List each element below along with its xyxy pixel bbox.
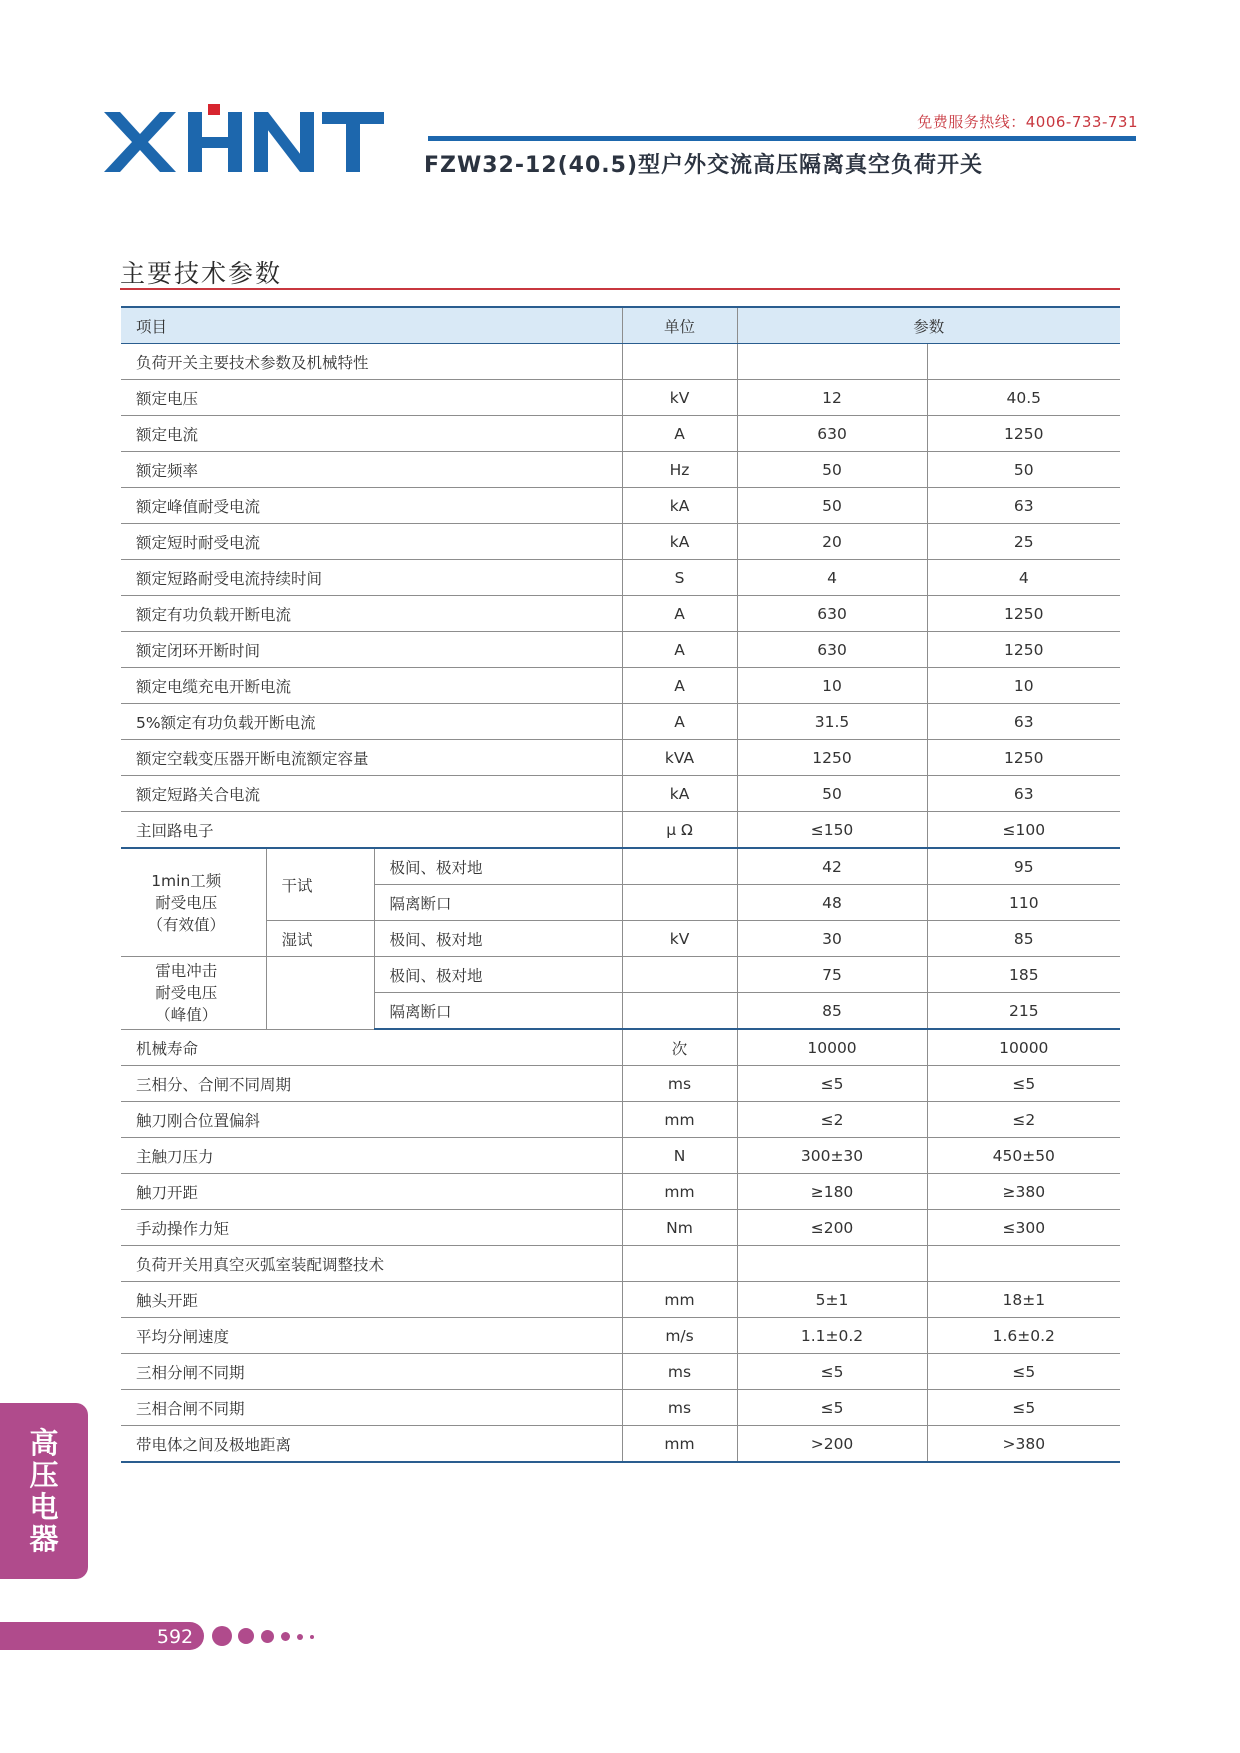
- lightning-impulse-withstand-group: 雷电冲击 耐受电压 （峰值）: [121, 957, 266, 1030]
- item-label: 负荷开关用真空灭弧室装配调整技术: [121, 1246, 622, 1282]
- value-cell: ≤150: [737, 812, 927, 849]
- table-row: [121, 1318, 1120, 1354]
- table-row: [121, 668, 1120, 704]
- value-cell: 1250: [927, 596, 1120, 632]
- unit-cell: [622, 848, 737, 885]
- unit-cell: Hz: [622, 452, 737, 488]
- unit-cell: N: [622, 1138, 737, 1174]
- value-cell: 630: [737, 596, 927, 632]
- table-row: [121, 1426, 1120, 1463]
- unit-cell: mm: [622, 1174, 737, 1210]
- table-row: [121, 1246, 1120, 1282]
- item-label: 负荷开关主要技术参数及机械特性: [121, 344, 622, 380]
- service-hotline: 免费服务热线：4006-733-731: [917, 113, 1138, 131]
- unit-cell: ms: [622, 1354, 737, 1390]
- table-header-row: [121, 307, 1120, 344]
- value-cell: ≥380: [927, 1174, 1120, 1210]
- value-cell: 50: [737, 776, 927, 812]
- value-cell: 1.1±0.2: [737, 1318, 927, 1354]
- item-label: 三相分、合闸不同周期: [121, 1066, 622, 1102]
- item-label: 额定空载变压器开断电流额定容量: [121, 740, 622, 776]
- item-label: 主回路电子: [121, 812, 622, 849]
- value-cell: ≤200: [737, 1210, 927, 1246]
- value-cell: 630: [737, 416, 927, 452]
- value-cell: ≤5: [737, 1354, 927, 1390]
- unit-cell: [622, 993, 737, 1030]
- value-cell: 18±1: [927, 1282, 1120, 1318]
- table-row: [121, 1390, 1120, 1426]
- column-header-params: 参数: [737, 307, 1120, 344]
- value-cell: 4: [927, 560, 1120, 596]
- section-title: 主要技术参数: [120, 259, 283, 288]
- power-frequency-withstand-group: 1min工频 耐受电压 （有效值）: [121, 848, 266, 957]
- value-cell: 185: [927, 957, 1120, 993]
- item-label: 触刀开距: [121, 1174, 622, 1210]
- unit-cell: mm: [622, 1426, 737, 1463]
- value-cell: >200: [737, 1426, 927, 1463]
- table-row: [121, 740, 1120, 776]
- wet-test-label: 湿试: [266, 921, 374, 957]
- table-row: [121, 848, 1120, 885]
- value-cell: 1250: [927, 740, 1120, 776]
- value-cell: 85: [927, 921, 1120, 957]
- value-cell: 63: [927, 488, 1120, 524]
- value-cell: 40.5: [927, 380, 1120, 416]
- value-cell: 110: [927, 885, 1120, 921]
- xhnt-logo: [104, 104, 384, 176]
- item-label: 触刀刚合位置偏斜: [121, 1102, 622, 1138]
- unit-cell: [622, 957, 737, 993]
- item-label: 触头开距: [121, 1282, 622, 1318]
- value-cell: ≤5: [737, 1066, 927, 1102]
- item-label: 5%额定有功负载开断电流: [121, 704, 622, 740]
- table-row: [121, 1282, 1120, 1318]
- value-cell: ≤5: [927, 1390, 1120, 1426]
- value-cell: [737, 344, 927, 380]
- column-header-unit: 单位: [622, 307, 737, 344]
- table-row: [121, 452, 1120, 488]
- value-cell: 300±30: [737, 1138, 927, 1174]
- unit-cell: [622, 885, 737, 921]
- value-cell: 31.5: [737, 704, 927, 740]
- table-row: [121, 1138, 1120, 1174]
- value-cell: 215: [927, 993, 1120, 1030]
- table-row: [121, 776, 1120, 812]
- value-cell: ≤5: [927, 1354, 1120, 1390]
- value-cell: 63: [927, 704, 1120, 740]
- unit-cell: kA: [622, 776, 737, 812]
- value-cell: ≤100: [927, 812, 1120, 849]
- value-cell: 10000: [927, 1029, 1120, 1066]
- page-number: 592: [156, 1626, 194, 1648]
- table-row: [121, 1210, 1120, 1246]
- value-cell: 42: [737, 848, 927, 885]
- unit-cell: kA: [622, 488, 737, 524]
- value-cell: 1250: [927, 416, 1120, 452]
- value-cell: ≥180: [737, 1174, 927, 1210]
- value-cell: ≤2: [927, 1102, 1120, 1138]
- side-tab-char: 压: [29, 1458, 59, 1492]
- value-cell: 75: [737, 957, 927, 993]
- item-label: 额定闭环开断时间: [121, 632, 622, 668]
- table-row: [121, 957, 1120, 993]
- table-row: [121, 921, 1120, 957]
- item-label: 带电体之间及极地距离: [121, 1426, 622, 1463]
- decorative-dot: [212, 1626, 232, 1646]
- decorative-dot: [297, 1634, 303, 1640]
- category-side-tab: [0, 1403, 88, 1579]
- value-cell: 63: [927, 776, 1120, 812]
- table-row: [121, 560, 1120, 596]
- value-cell: 50: [737, 488, 927, 524]
- value-cell: 450±50: [927, 1138, 1120, 1174]
- value-cell: ≤2: [737, 1102, 927, 1138]
- item-label: 额定短路耐受电流持续时间: [121, 560, 622, 596]
- spec-table: [121, 306, 1120, 1463]
- unit-cell: A: [622, 416, 737, 452]
- unit-cell: ms: [622, 1390, 737, 1426]
- item-label: 三相合闸不同期: [121, 1390, 622, 1426]
- unit-cell: S: [622, 560, 737, 596]
- table-row: [121, 524, 1120, 560]
- unit-cell: A: [622, 596, 737, 632]
- decorative-dot: [310, 1635, 314, 1639]
- value-cell: 10: [927, 668, 1120, 704]
- value-cell: 10: [737, 668, 927, 704]
- value-cell: [737, 1246, 927, 1282]
- item-label: 手动操作力矩: [121, 1210, 622, 1246]
- value-cell: 1250: [927, 632, 1120, 668]
- unit-cell: [622, 1246, 737, 1282]
- value-cell: 50: [737, 452, 927, 488]
- product-title: FZW32-12(40.5)型户外交流高压隔离真空负荷开关: [424, 153, 983, 178]
- sub-item-label: 隔离断口: [374, 993, 622, 1030]
- empty-test-cell: [266, 957, 374, 1030]
- table-row: [121, 1354, 1120, 1390]
- value-cell: 25: [927, 524, 1120, 560]
- value-cell: 20: [737, 524, 927, 560]
- table-row: [121, 380, 1120, 416]
- sub-item-label: 极间、极对地: [374, 848, 622, 885]
- decorative-dot: [261, 1630, 274, 1643]
- table-row: [121, 488, 1120, 524]
- unit-cell: A: [622, 668, 737, 704]
- sub-item-label: 极间、极对地: [374, 957, 622, 993]
- value-cell: 85: [737, 993, 927, 1030]
- unit-cell: kV: [622, 921, 737, 957]
- unit-cell: Nm: [622, 1210, 737, 1246]
- value-cell: 95: [927, 848, 1120, 885]
- unit-cell: m/s: [622, 1318, 737, 1354]
- unit-cell: ms: [622, 1066, 737, 1102]
- value-cell: >380: [927, 1426, 1120, 1463]
- value-cell: 30: [737, 921, 927, 957]
- table-row: [121, 1174, 1120, 1210]
- unit-cell: kV: [622, 380, 737, 416]
- item-label: 三相分闸不同期: [121, 1354, 622, 1390]
- value-cell: 1250: [737, 740, 927, 776]
- item-label: 额定电压: [121, 380, 622, 416]
- item-label: 额定电流: [121, 416, 622, 452]
- unit-cell: A: [622, 632, 737, 668]
- header-rule: [428, 136, 1136, 141]
- dry-test-label: 干试: [266, 848, 374, 921]
- table-row: [121, 632, 1120, 668]
- value-cell: 5±1: [737, 1282, 927, 1318]
- value-cell: 1.6±0.2: [927, 1318, 1120, 1354]
- sub-item-label: 极间、极对地: [374, 921, 622, 957]
- value-cell: [927, 1246, 1120, 1282]
- value-cell: ≤5: [927, 1066, 1120, 1102]
- item-label: 额定频率: [121, 452, 622, 488]
- table-row: [121, 416, 1120, 452]
- table-row: [121, 1102, 1120, 1138]
- item-label: 额定峰值耐受电流: [121, 488, 622, 524]
- value-cell: [927, 344, 1120, 380]
- table-row: [121, 1029, 1120, 1066]
- side-tab-char: 电: [29, 1490, 59, 1524]
- item-label: 额定短时耐受电流: [121, 524, 622, 560]
- item-label: 平均分闸速度: [121, 1318, 622, 1354]
- side-tab-char: 器: [29, 1522, 59, 1556]
- column-header-item: 项目: [121, 307, 622, 344]
- decorative-dot: [281, 1632, 290, 1641]
- item-label: 额定有功负载开断电流: [121, 596, 622, 632]
- value-cell: 48: [737, 885, 927, 921]
- unit-cell: kA: [622, 524, 737, 560]
- table-row: [121, 596, 1120, 632]
- table-row: [121, 344, 1120, 380]
- unit-cell: kVA: [622, 740, 737, 776]
- value-cell: ≤5: [737, 1390, 927, 1426]
- section-rule: [120, 288, 1120, 290]
- decorative-dot: [238, 1628, 254, 1644]
- value-cell: 630: [737, 632, 927, 668]
- table-row: [121, 1066, 1120, 1102]
- value-cell: 10000: [737, 1029, 927, 1066]
- sub-item-label: 隔离断口: [374, 885, 622, 921]
- value-cell: 4: [737, 560, 927, 596]
- value-cell: 12: [737, 380, 927, 416]
- item-label: 机械寿命: [121, 1029, 622, 1066]
- table-row: [121, 704, 1120, 740]
- unit-cell: 次: [622, 1029, 737, 1066]
- value-cell: ≤300: [927, 1210, 1120, 1246]
- item-label: 额定短路关合电流: [121, 776, 622, 812]
- unit-cell: mm: [622, 1282, 737, 1318]
- side-tab-char: 高: [29, 1426, 59, 1460]
- unit-cell: mm: [622, 1102, 737, 1138]
- unit-cell: A: [622, 704, 737, 740]
- unit-cell: μ Ω: [622, 812, 737, 849]
- table-row: [121, 812, 1120, 849]
- unit-cell: [622, 344, 737, 380]
- item-label: 主触刀压力: [121, 1138, 622, 1174]
- item-label: 额定电缆充电开断电流: [121, 668, 622, 704]
- value-cell: 50: [927, 452, 1120, 488]
